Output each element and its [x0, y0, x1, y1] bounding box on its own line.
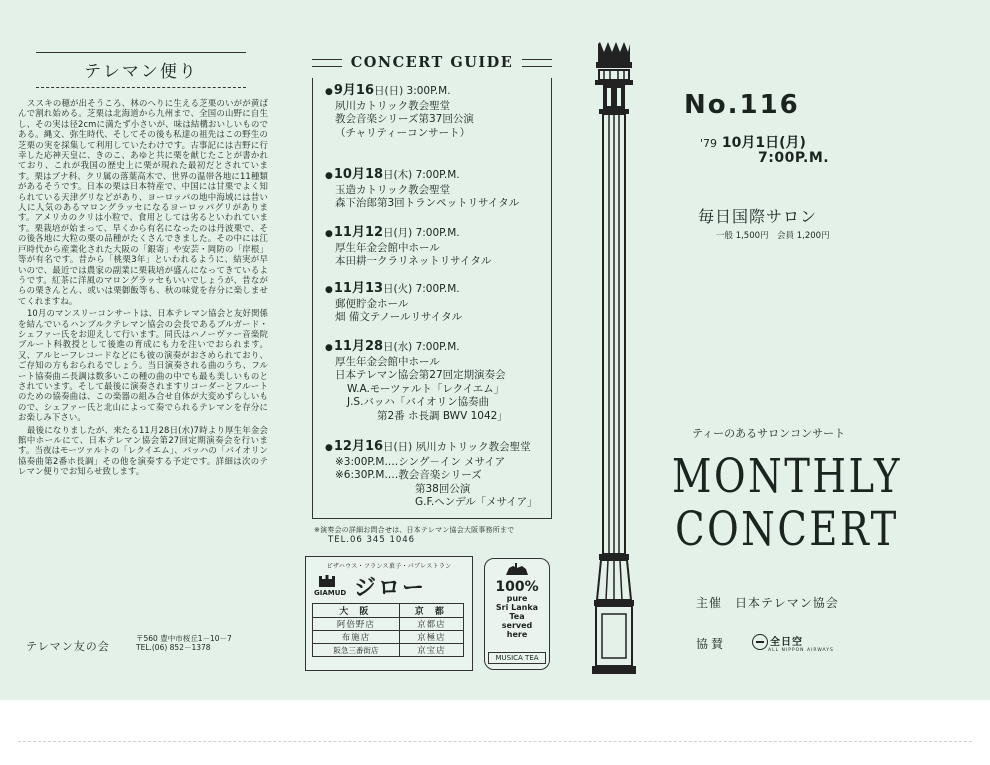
jiro-logo-row — [314, 573, 464, 601]
issue-number: No.116 — [684, 90, 800, 120]
address-line: 〒560 豊中市桜丘1－10－7 — [136, 634, 232, 643]
event-time: 日(火) 7:00P.M. — [383, 283, 460, 295]
musica-tea-label: MUSICA TEA — [488, 652, 546, 664]
tea-line: served — [501, 621, 533, 630]
ana-emblem-icon — [752, 634, 768, 650]
table-cell: 京宝店 — [399, 644, 463, 657]
giamud-text: GIAMUD — [314, 589, 347, 597]
telemann-letter-title-box — [36, 52, 246, 88]
bullet-icon: ● — [325, 443, 333, 453]
phone-line: TEL.(06) 852－1378 — [136, 643, 211, 652]
event-program: ※6:30P.M.…教会音楽シリーズ — [335, 469, 482, 481]
friends-club-name: テレマン友の会 — [26, 640, 110, 653]
event-date: 9月16 — [333, 83, 374, 98]
event-date: 11月12 — [333, 225, 384, 240]
event-item — [325, 168, 519, 211]
table-cell: 阪急三番街店 — [313, 644, 400, 657]
tea-line: pure — [506, 594, 528, 603]
event-title: 本田耕一クラリネットリサイタル — [335, 255, 492, 267]
event-venue: 厚生年金会館中ホール — [335, 355, 440, 368]
bullet-icon: ● — [325, 171, 333, 181]
jiro-tagline: ピザハウス・フランス菓子・パブレストラン — [326, 563, 452, 570]
concert-word: CONCERT — [675, 502, 899, 557]
event-program: ※3:00P.M.…シング－イン メサイア — [335, 455, 506, 468]
concert-guide-box — [312, 78, 552, 519]
table-cell: 京都店 — [399, 618, 463, 631]
event-date: 11月28 — [333, 339, 384, 354]
sponsor-label: 協賛 — [696, 637, 727, 651]
tea-percent: 100% — [495, 579, 539, 595]
event-program: 第2番 ホ長調 BWV 1042」 — [377, 409, 508, 422]
lamp-pillar-illustration — [590, 40, 638, 690]
event-program: 第38回公演 — [415, 482, 471, 495]
header-rule-right — [522, 59, 552, 67]
concert-guide-column — [300, 44, 562, 664]
bullet-icon: ● — [325, 343, 333, 353]
event-time: 日(日) 夙川カトリック教会聖堂 — [383, 441, 531, 453]
event-title: 教会音楽シリーズ第37回公演 — [335, 113, 474, 125]
event-program: G.F.ヘンデル「メサイア」 — [415, 496, 538, 508]
event-venue: 厚生年金会館中ホール — [335, 241, 440, 254]
jiro-brand: ジロー — [354, 576, 427, 601]
event-date: 12月16 — [333, 439, 384, 454]
castle-icon — [318, 575, 336, 587]
monthly-concert-cover — [644, 50, 979, 690]
event-title: 森下治郎第3回トランペットリサイタル — [335, 197, 520, 209]
ana-name: 全日空 — [770, 637, 803, 648]
event-title: 日本テレマン協会第27回定期演奏会 — [335, 369, 506, 381]
telemann-letter-column — [16, 44, 268, 659]
monthly-word: MONTHLY — [672, 449, 902, 504]
concert-venue: 毎日国際サロン — [698, 207, 818, 226]
essay-paragraph-3: 最後になりましたが、来たる11月28日(水)7時より厚生年金会館中ホールにて、日本テレマン協会第27回定期演奏会を行います。当夜はモーツァルトの「レクイエム」、バッハの「バイオリン協奏曲第2番ホ長調」その他を演奏する予定です。詳細は次のテレマン便りでお知らせ致します。 — [18, 424, 268, 477]
ticket-price: 一般 1,500円 会員 1,200円 — [716, 231, 830, 241]
table-row — [313, 631, 464, 644]
table-header-row — [313, 604, 464, 618]
header-rule-left — [312, 59, 342, 67]
essay-paragraph-1: ススキの穂が出そうころ、林のへりに生える芝栗のいがが黄ばんで割れ始める。芝栗は北海道から九州まで、全国の山野に自生し、その実は径2cmに満たず小さいが、味は結構おいしいものである。縄文、弥生時代、そしてその後も私達の祖先はこの野生の芝栗の実を採集して利用していたわけです。古事記には吉野に行幸した応神天皇に、きのこ、あゆと共に栗を献じたことが書かれており、これが我国の歴史上に栗が現れた最初だとされています。栗はブナ科、クリ属の落葉高木で、世界の温帯各地に11種類があるそうです。日本の栗は日本特産で、中国には甘栗でよく知られている天津グリなどがあり、ヨーロッパの地中海域には昔い人に人気のあるマロングラッセになるヨーロッパグリがあります。アメリカのクリは小粒で、食用としては劣るといわれています。栗栽培が始まって、早くから有名になったのは丹波栗で、その後各地に大粒の栗の品種がたくさんできました。その中には江戸時代から産業化された大阪の「銀寄」や安芸・岡防の「岸根」等が有名です。昔から「桃栗3年」といわれるように、結実が早いので、最近では農家の副業に栗栽培が盛んになってきているようです。紅茶に洋風のマロングラッセもいいでしょうが、昔ながらの栗きんとん、或いは栗御飯等も、秋の味覚を存分に楽しませてくれますね。 — [18, 98, 268, 306]
concert-date — [700, 132, 806, 152]
tea-line: Sri Lanka — [495, 603, 539, 612]
jiro-advertisement — [305, 556, 473, 671]
event-program: J.S.バッハ「バイオリン協奏曲 — [347, 396, 490, 408]
event-title: 畑 備文テノールリサイタル — [335, 311, 463, 323]
concert-guide-title: CONCERT GUIDE — [350, 54, 514, 71]
inquiry-phone: TEL.06 345 1046 — [328, 535, 416, 545]
event-venue: 玉造カトリック教会聖堂 — [335, 183, 451, 196]
salon-concert-label: ティーのあるサロンコンサート — [692, 427, 846, 440]
event-item — [325, 440, 538, 510]
table-header-kyoto: 京 都 — [399, 604, 463, 618]
lion-icon — [504, 563, 530, 577]
event-time: 日(水) 7:00P.M. — [383, 341, 460, 353]
event-venue: 郵便貯金ホール — [335, 297, 409, 310]
event-item — [325, 226, 491, 269]
concert-day: 10月1日(月) — [721, 135, 806, 151]
table-header-osaka: 大 阪 — [313, 604, 400, 618]
event-date: 11月13 — [333, 281, 384, 296]
table-cell: 布施店 — [313, 631, 400, 644]
table-cell: 京極店 — [399, 631, 463, 644]
event-date: 10月18 — [333, 167, 384, 182]
bullet-icon: ● — [325, 229, 333, 239]
tea-line: Tea — [509, 612, 525, 621]
ceylon-tea-advertisement — [484, 558, 550, 670]
telemann-letter-essay — [18, 98, 268, 479]
event-item — [325, 282, 462, 325]
ana-logo — [752, 633, 834, 653]
concert-guide-header — [312, 54, 552, 72]
bullet-icon: ● — [325, 87, 333, 97]
essay-paragraph-2: 10月のマンスリーコンサートは、日本テレマン協会と友好関係を結んでいるハンブルクテレマン協会の会長であるブルガード・シェファー氏をお迎えして行います。同氏はハノーヴァー音楽院ブルート科教授として後進の育成にも力を注いでおられます。又、アルヒーフレコードなどにも彼の演奏がおさめられており、ご存知の方もおられるでしょう。当日演奏される曲のうち、フルート協奏曲ニ長調は数多いこの種の曲の中でも最も美しいものとされています。そして最後に演奏されますリコーダーとフルートのための協奏曲は、この楽器の組み合せ自体が大変めずらしいもので、シェファー氏と北山によって奏でられるテレマンを存分にお楽しみ下さい。 — [18, 308, 268, 423]
table-row — [313, 618, 464, 631]
pillar-icon — [590, 40, 638, 690]
ana-sub: ALL NIPPON AIRWAYS — [768, 648, 834, 653]
organizer: 主催 日本テレマン協会 — [696, 596, 839, 610]
friends-club-address — [136, 634, 232, 652]
event-item — [325, 340, 508, 423]
concert-year: '79 — [700, 137, 718, 150]
event-venue: 夙川カトリック教会聖堂 — [335, 99, 451, 112]
event-time: 日(木) 7:00P.M. — [383, 169, 460, 181]
monthly-concert-title — [635, 450, 938, 556]
table-row — [313, 644, 464, 657]
event-time: 日(日) 3:00P.M. — [374, 85, 451, 97]
event-item — [325, 84, 474, 140]
page-divider — [18, 741, 972, 744]
inquiry-note: ※演奏会の詳細お問合せは、日本テレマン協会大阪事務所まで — [314, 526, 515, 534]
telemann-letter-title: テレマン便り — [84, 62, 198, 82]
tea-line: here — [506, 630, 528, 639]
lion-emblem-icon — [485, 563, 549, 580]
bullet-icon: ● — [325, 285, 333, 295]
table-cell: 阿倍野店 — [313, 618, 400, 631]
concert-time: 7:00P.M. — [758, 150, 830, 166]
jiro-store-table — [312, 603, 464, 657]
event-subtitle: （チャリティーコンサート） — [335, 126, 471, 139]
event-time: 日(月) 7:00P.M. — [383, 227, 460, 239]
event-program: W.A.モーツァルト「レクイエム」 — [347, 382, 505, 395]
giamud-logo-icon — [314, 575, 347, 597]
